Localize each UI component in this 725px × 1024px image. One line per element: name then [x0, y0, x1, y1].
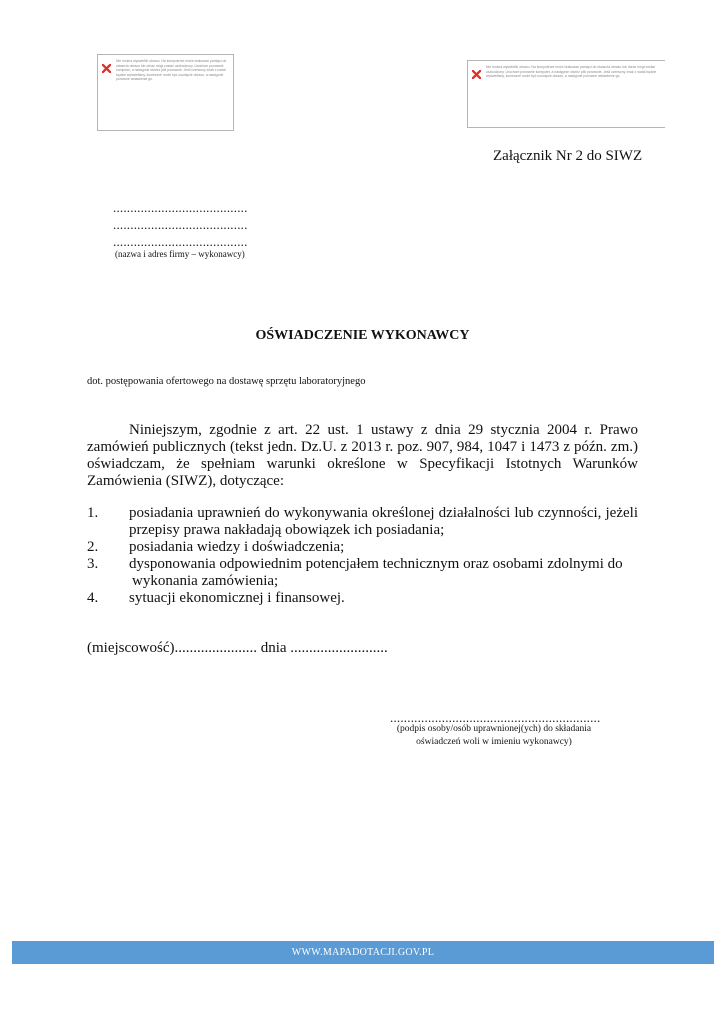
image-error-message: Nie można wyświetlić obrazu. Na komputerze może brakować pamięci do otwarcia obrazu lub obraz mógł zostać uszkodzony. Uruchom ponownie komputer, a następnie otwórz plik ponownie. Jeśli czerwony znak x nadal będzie wyświetlany, konieczne może być usunięcie obrazu, a następnie ponowne wstawienie go. — [116, 59, 227, 82]
signature-caption-line: oświadczeń woli w imieniu wykonawcy) — [416, 737, 572, 747]
contractor-address-line: ....................................... — [113, 217, 248, 232]
condition-number: 4. — [87, 590, 99, 606]
image-error-message: Nie można wyświetlić obrazu. Na komputerze może brakować pamięci do otwarcia obrazu lub obraz mógł zostać uszkodzony. Uruchom ponownie komputer, a następnie otwórz plik ponownie. Jeśli czerwony znak x nadal będzie wyświetlany, konieczne może być usunięcie obrazu, a następnie ponowne wstawienie go. — [486, 65, 657, 79]
logo-placeholder-left — [97, 54, 234, 131]
condition-text-line: wykonania zamówienia; — [132, 573, 279, 589]
broken-image-icon — [102, 64, 111, 73]
contractor-caption: (nazwa i adres firmy – wykonawcy) — [115, 249, 245, 259]
signature-line: ............................................................. — [390, 710, 601, 725]
broken-image-icon — [472, 70, 481, 79]
declaration-paragraph: Niniejszym, zgodnie z art. 22 ust. 1 ustawy z dnia 29 stycznia 2004 r. Prawo zamówień publicznych (tekst jedn. Dz.U. z 2013 r. poz. 907, 984, 1047 i 1473 z późn. zm.) oświadczam, że spełniam warunki określone w Specyfikacji Istotnych Warunków Zamówienia (SIWZ), dotyczące: — [87, 422, 638, 489]
condition-item — [87, 590, 638, 607]
signature-caption-line: (podpis osoby/osób uprawnionej(ych) do składania — [396, 724, 592, 734]
condition-number: 1. — [87, 505, 99, 521]
condition-text: posiadania wiedzy i doświadczenia; — [129, 539, 345, 555]
condition-item — [87, 556, 638, 590]
logo-placeholder-right — [467, 60, 665, 128]
condition-text: posiadania uprawnień do wykonywania określonej działalności lub czynności, jeżeli przepisy prawa nakładają obowiązek ich posiadania; — [129, 505, 638, 538]
condition-text — [129, 556, 638, 590]
contractor-name-line: ....................................... — [113, 200, 248, 215]
document-title: OŚWIADCZENIE WYKONAWCY — [255, 328, 470, 343]
signature-caption — [372, 723, 616, 749]
attachment-label: Załącznik Nr 2 do SIWZ — [493, 148, 643, 164]
contractor-address-line: ....................................... — [113, 234, 248, 249]
condition-item — [87, 539, 638, 556]
document-subject: dot. postępowania ofertowego na dostawę sprzętu laboratoryjnego — [87, 376, 366, 387]
condition-item — [87, 505, 638, 539]
condition-text: sytuacji ekonomicznej i finansowej. — [129, 590, 345, 606]
condition-number: 3. — [87, 556, 99, 572]
condition-number: 2. — [87, 539, 99, 555]
place-date-line: (miejscowość)...................... dnia .......................... — [87, 640, 388, 656]
footer-url: WWW.MAPADOTACJI.GOV.PL — [291, 947, 435, 958]
footer-bar — [12, 941, 714, 964]
condition-text-line: dysponowania odpowiednim potencjałem technicznym oraz osobami zdolnymi do — [129, 556, 623, 572]
